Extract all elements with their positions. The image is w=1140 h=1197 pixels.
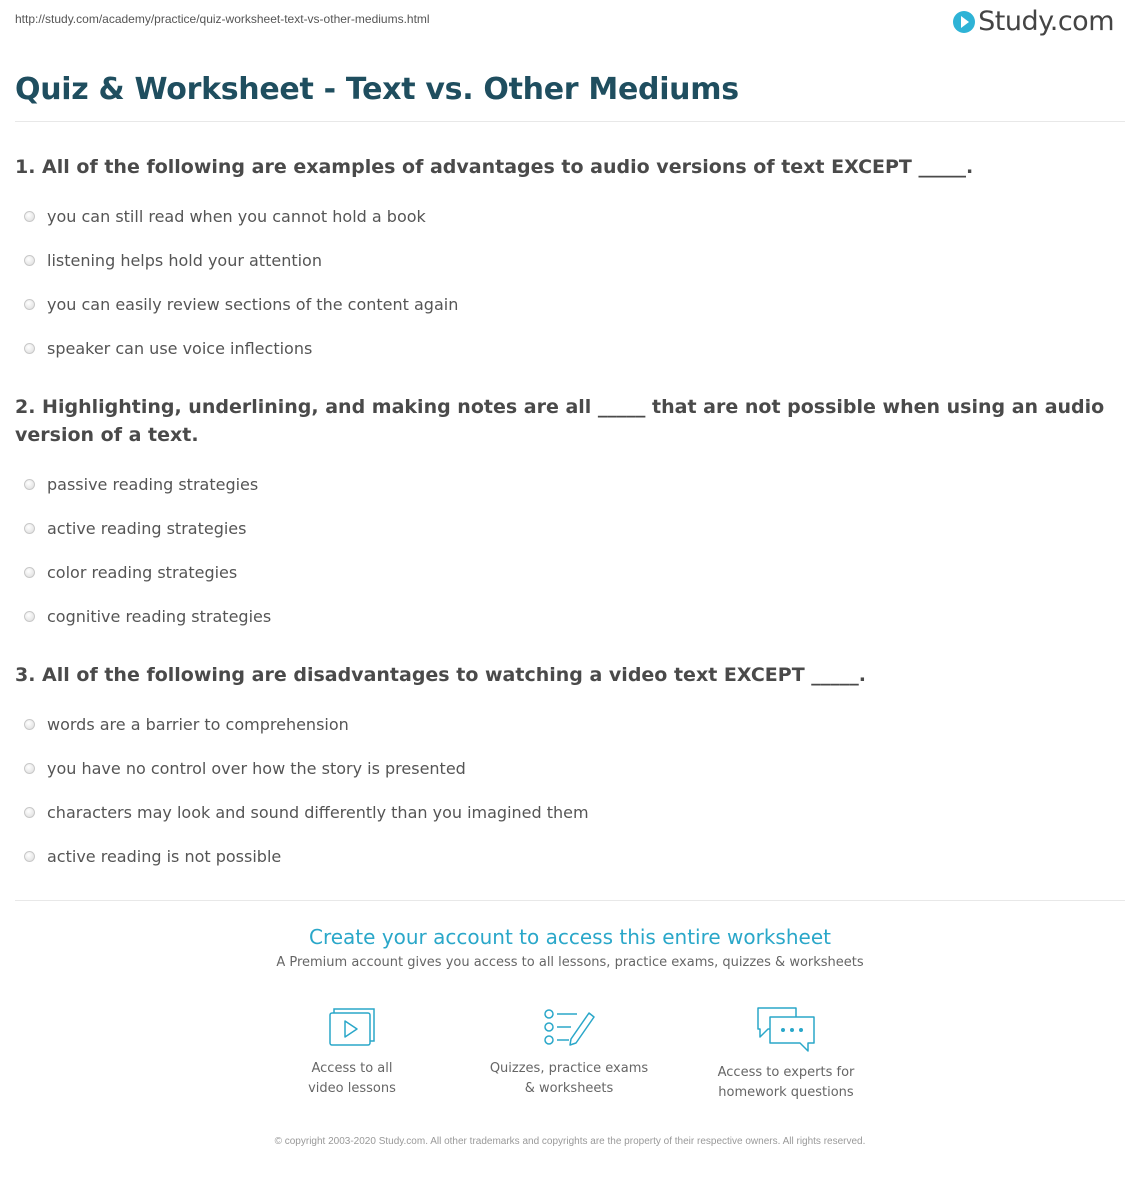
title-divider [15,121,1125,122]
radio-button[interactable] [24,567,35,578]
radio-button[interactable] [24,611,35,622]
answer-option[interactable] [15,282,1120,326]
question-1 [15,153,1120,370]
quiz-checklist-icon [541,1005,597,1049]
answer-options [15,702,1120,878]
answer-label: speaker can use voice inflections [47,338,313,358]
question-2 [15,393,1120,638]
answer-option[interactable] [15,238,1120,282]
chat-bubbles-icon [754,1005,818,1053]
answer-label: words are a barrier to comprehension [47,714,349,734]
answer-option[interactable] [15,506,1120,550]
radio-button[interactable] [24,299,35,310]
radio-button[interactable] [24,851,35,862]
answer-label: you can still read when you cannot hold a book [47,206,426,226]
feature-label: Quizzes, practice exams & worksheets [489,1061,649,1096]
radio-button[interactable] [24,255,35,266]
radio-button[interactable] [24,479,35,490]
answer-label: cognitive reading strategies [47,606,272,626]
question-text: 1. All of the following are examples of advantages to audio versions of text EXCEPT _____. [15,156,974,178]
answer-option[interactable] [15,834,1120,878]
answer-option[interactable] [15,550,1120,594]
logo-text: Study.com [978,6,1114,37]
answer-label: color reading strategies [47,562,238,582]
answer-option[interactable] [15,702,1120,746]
premium-features [0,1005,1140,1105]
answer-option[interactable] [15,746,1120,790]
answer-option[interactable] [15,462,1120,506]
question-3 [15,661,1120,878]
radio-button[interactable] [24,211,35,222]
answer-option[interactable] [15,326,1120,370]
cta-title-link[interactable]: Create your account to access this entire worksheet [309,925,831,949]
feature-label: Access to all video lessons [308,1061,396,1096]
answer-label: characters may look and sound differently than you imagined them [47,802,589,822]
feature-label: Access to experts for homework questions [717,1065,855,1100]
answer-label: active reading is not possible [47,846,282,866]
question-text: 2. Highlighting, underlining, and making notes are all _____ that are not possible when using an audio version of a text. [15,396,1105,446]
copyright-footer: © copyright 2003-2020 Study.com. All other trademarks and copyrights are the property of their respective owners. All rights reserved. [274,1136,866,1147]
signup-cta [0,925,1140,970]
video-lessons-icon [326,1005,378,1049]
radio-button[interactable] [24,763,35,774]
answer-option[interactable] [15,594,1120,638]
answer-label: active reading strategies [47,518,247,538]
feature-experts [696,1005,876,1103]
answer-label: passive reading strategies [47,474,259,494]
answer-option[interactable] [15,790,1120,834]
play-logo-icon [953,11,975,33]
question-text: 3. All of the following are disadvantages to watching a video text EXCEPT _____. [15,664,866,686]
page-url: http://study.com/academy/practice/quiz-worksheet-text-vs-other-mediums.html [15,12,430,26]
answer-options [15,194,1120,370]
feature-quizzes [479,1005,659,1099]
answer-label: you have no control over how the story is presented [47,758,466,778]
radio-button[interactable] [24,807,35,818]
radio-button[interactable] [24,523,35,534]
cta-subtitle: A Premium account gives you access to all lessons, practice exams, quizzes & worksheets [276,955,864,970]
cta-divider [15,900,1125,901]
answer-label: listening helps hold your attention [47,250,322,270]
answer-options [15,462,1120,638]
page-title: Quiz & Worksheet - Text vs. Other Mediums [15,72,739,107]
answer-option[interactable] [15,194,1120,238]
radio-button[interactable] [24,343,35,354]
feature-video-lessons [262,1005,442,1099]
radio-button[interactable] [24,719,35,730]
study-logo[interactable] [953,6,1114,37]
answer-label: you can easily review sections of the content again [47,294,459,314]
